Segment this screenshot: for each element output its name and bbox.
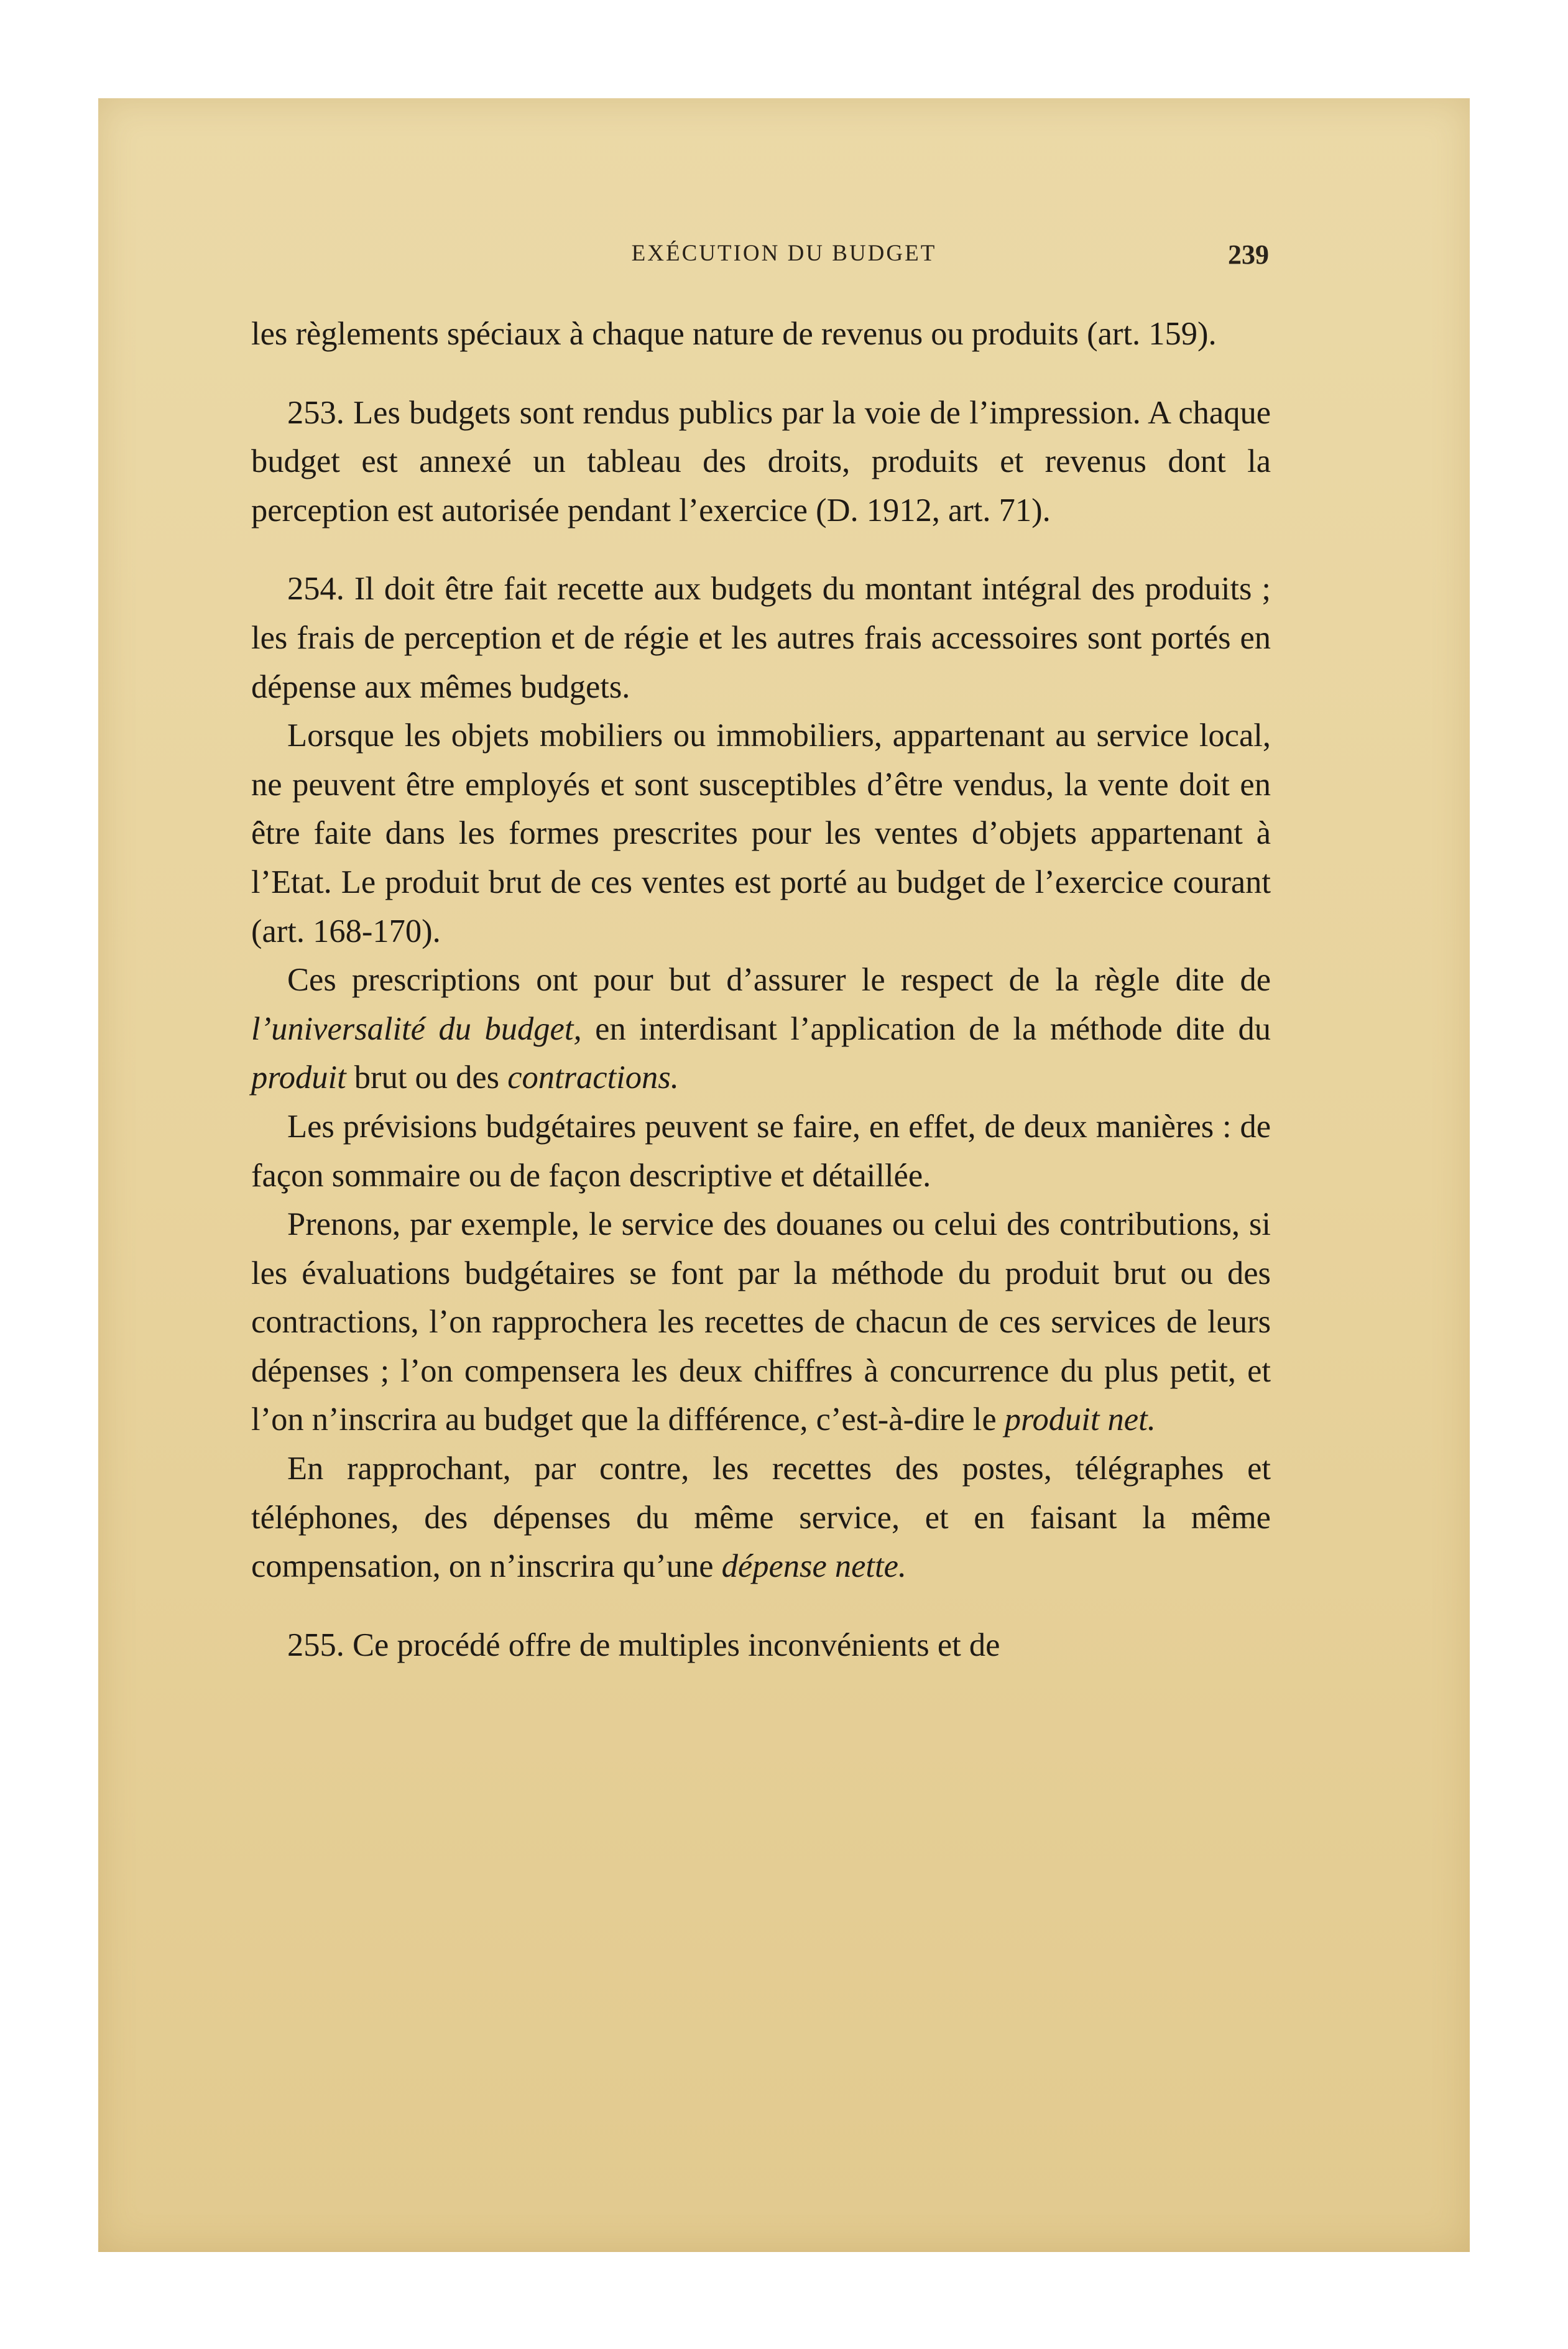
italic-term: contractions. (507, 1059, 679, 1096)
paragraph-text: 254. Il doit être fait recette aux budgets du montant intégral des produits ; les frais de perception et de régie et les autres frais accessoires sont portés en dépense aux mêmes budgets. (251, 571, 1271, 705)
paragraph-les-previsions (251, 1102, 1271, 1200)
paragraph-text: En rapprochant, par contre, les recettes des postes, télégraphes et téléphones, des dépenses du même service, et en faisant la même compensation, on n’inscrira qu’une (251, 1451, 1271, 1585)
paragraph-ces-prescriptions (251, 956, 1271, 1102)
paragraph-253 (251, 389, 1271, 535)
paragraph-text: Ces prescriptions ont pour but d’assurer le respect de la règle dite de (287, 962, 1271, 999)
italic-term: produit (251, 1059, 346, 1096)
paragraph-text: Les prévisions budgétaires peuvent se faire, en effet, de deux manières : de façon sommaire ou de façon descriptive et détaillée. (251, 1108, 1271, 1194)
paragraph-text: les règlements spéciaux à chaque nature de revenus ou produits (art. 159). (251, 316, 1217, 352)
italic-term: dépense nette. (721, 1548, 907, 1585)
italic-term: l’universalité du budget, (251, 1010, 582, 1047)
paragraph-text: brut ou des (346, 1059, 508, 1096)
paragraph-255 (251, 1621, 1271, 1670)
paragraph-continuation (251, 310, 1271, 359)
paragraph-text: 255. Ce procédé offre de multiples inconvénients et de (287, 1627, 1000, 1663)
page-body (251, 310, 1271, 1669)
paragraph-prenons (251, 1200, 1271, 1444)
book-page (98, 98, 1470, 2252)
paragraph-text: 253. Les budgets sont rendus publics par la voie de l’impression. A chaque budget est annexé un tableau des droits, produits et revenus dont la perception est autorisée pendant l’exercice (D. 1912, art. 71). (251, 394, 1271, 528)
running-title: EXÉCUTION DU BUDGET (631, 241, 937, 266)
paragraph-254 (251, 565, 1271, 711)
italic-term: produit net. (1004, 1401, 1156, 1438)
paragraph-text: Lorsque les objets mobiliers ou immobiliers, appartenant au service local, ne peuvent être employés et sont susceptibles d’être vendus, la vente doit en être faite dans les formes prescrites pour les ventes d’objets appartenant à l’Etat. Le produit brut de ces ventes est porté au budget de l’exercice courant (art. 168-170). (251, 718, 1271, 949)
paragraph-text: Prenons, par exemple, le service des douanes ou celui des contributions, si les évaluations budgétaires se font par la méthode du produit brut ou des contractions, l’on rapprochera les recettes de chacun de ces services de leurs dépenses ; l’on compensera les deux chiffres à concurrence du plus petit, et l’on n’inscrira au budget que la différence, c’est-à-dire le (251, 1206, 1271, 1438)
page-number: 239 (1228, 239, 1269, 270)
paragraph-lorsque (251, 711, 1271, 956)
paragraph-en-rapprochant (251, 1444, 1271, 1591)
paragraph-text: en interdisant l’application de la méthode dite du (581, 1010, 1271, 1047)
